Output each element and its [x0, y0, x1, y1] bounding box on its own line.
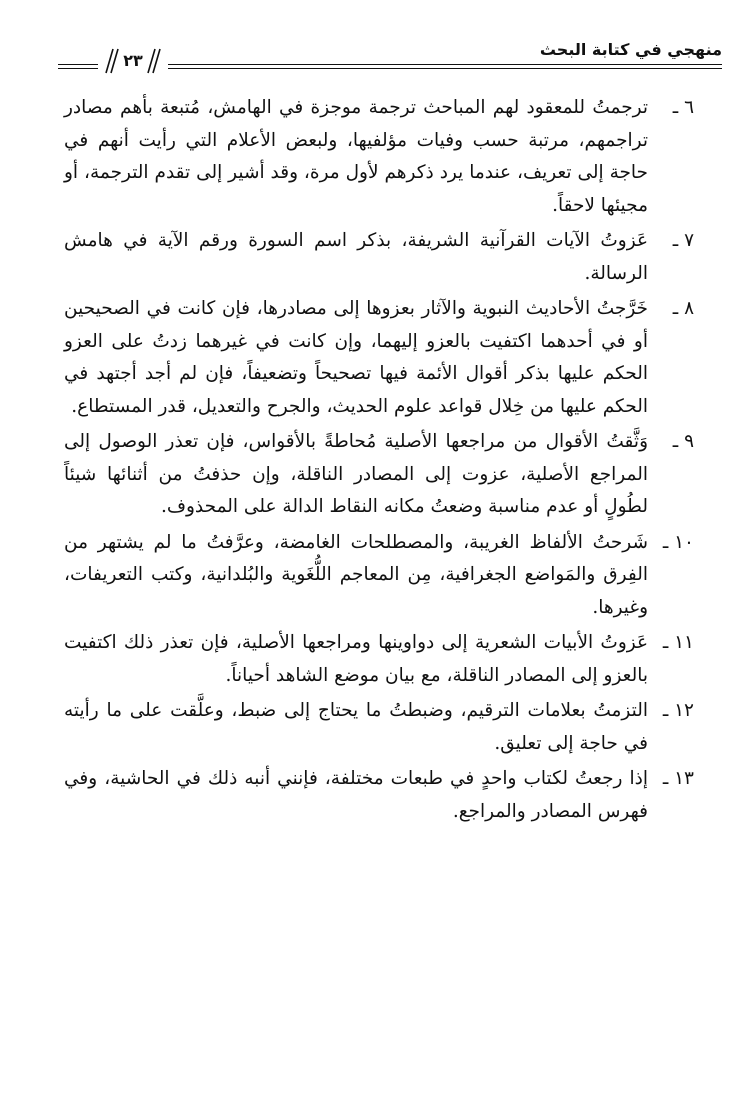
item-number: ١١ ـ — [662, 632, 694, 653]
list-item — [64, 293, 694, 423]
item-text: خَرَّجتُ الأحاديث النبوية والآثار بعزوها إلى مصادرها، فإن كانت في الصحيحين أو في أحدهما اكتفيت بالعزو إليهما، وإن كانت في غيرهما زدتُ على العزو الحكم عليها بذكر أقوال الأئمة فيها تصحيحاً وتضعيفاً، فإن لم أجد أجتهد في الحكم عليها من خِلال قواعد علوم الحديث، والجرح والتعديل، قدر المستطاع. — [64, 298, 648, 417]
item-text: ترجمتُ للمعقود لهم المباحث ترجمة موجزة في الهامش، مُتبعة بأهم مصادر تراجمهم، مرتبة حسب وفيات مؤلفيها، ولبعض الأعلام التي رأيت أنهم في حاجة إلى تعريف، عندما يرد ذكرهم لأول مرة، وقد أشير إلى تقدم الترجمة، أو مجيئها لاحقاً. — [64, 97, 648, 216]
running-header — [58, 36, 722, 76]
page-number: ٢٣ — [123, 51, 143, 70]
item-number: ٦ ـ — [672, 97, 694, 118]
item-number: ١٣ ـ — [662, 768, 694, 789]
item-text: وَثَّقتُ الأقوال من مراجعها الأصلية مُحاطةً بالأقواس، فإن تعذر الوصول إلى المراجع الأصلية، عزوت إلى المصادر الناقلة، وإن حذفتُ من أثنائها شيئاً لطُولٍ أو عدم مناسبة وضعتُ مكانه النقاط الدالة على المحذوف. — [64, 431, 648, 517]
item-number: ١٠ ـ — [662, 531, 694, 553]
item-text: عَزوتُ الآيات القرآنية الشريفة، بذكر اسم السورة ورقم الآية في هامش الرسالة. — [64, 230, 648, 284]
item-number: ١٢ ـ — [662, 700, 694, 721]
item-number: ٨ ـ — [672, 298, 694, 319]
list-item — [64, 426, 694, 524]
list-item — [64, 695, 694, 760]
item-text: عَزوتُ الأبيات الشعرية إلى دواوينها ومراجعها الأصلية، فإن تعذر ذلك اكتفيت بالعزو إلى المصادر الناقلة، مع بيان موضع الشاهد أحياناً. — [64, 632, 648, 686]
header-title: منهجي في كتابة البحث — [539, 40, 722, 59]
page-number-box — [98, 48, 168, 74]
numbered-list — [64, 92, 694, 831]
list-item — [64, 763, 694, 828]
list-item — [64, 627, 694, 692]
item-number: ٩ ـ — [672, 431, 694, 452]
item-text: التزمتُ بعلامات الترقيم، وضبطتُ ما يحتاج إلى ضبط، وعلَّقت على ما رأيته في حاجة إلى تعليق. — [64, 700, 648, 754]
item-number: ٧ ـ — [672, 230, 694, 251]
item-text: شَرحتُ الألفاظ الغريبة، والمصطلحات الغامضة، وعرَّفتُ ما لم يشتهر من الفِرق والمَواضع الجغرافية، مِن المعاجم اللُّغَوية والبُلدانية، وكتب التعريفات، وغيرها. — [64, 531, 648, 618]
item-text: إذا رجعتُ لكتاب واحدٍ في طبعات مختلفة، فإنني أنبه ذلك في الحاشية، وفي فهرس المصادر والمراجع. — [64, 768, 648, 822]
list-item — [64, 225, 694, 290]
list-item — [64, 527, 694, 625]
list-item — [64, 92, 694, 222]
